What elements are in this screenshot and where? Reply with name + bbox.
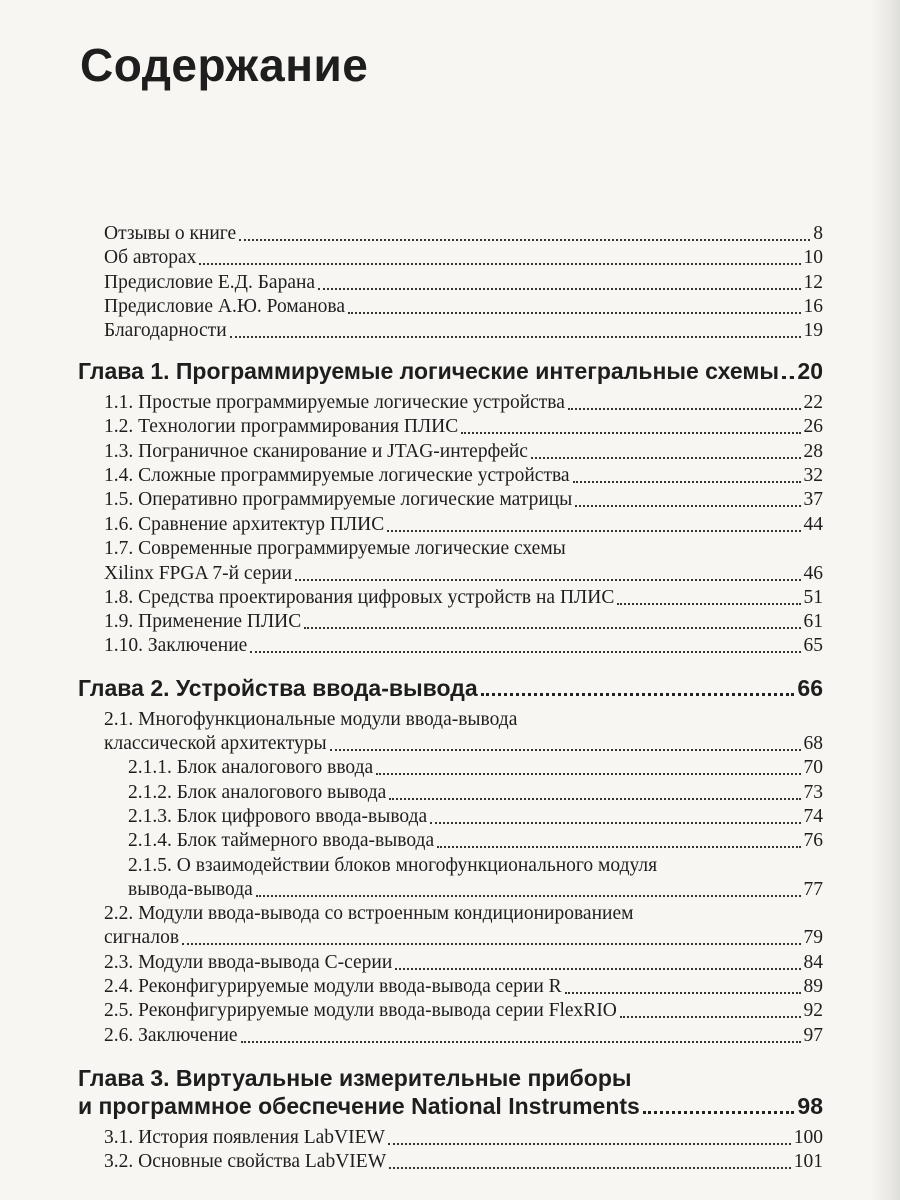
entry-page: 76 bbox=[803, 830, 823, 851]
entry-label: 1.2. Технологии программирования ПЛИС bbox=[104, 416, 459, 437]
toc-entry-2-1-2[interactable] bbox=[128, 781, 823, 805]
entry-page: 28 bbox=[803, 441, 823, 462]
toc-entry-2-2[interactable] bbox=[104, 926, 823, 950]
entry-page: 12 bbox=[803, 272, 823, 293]
toc-entry-2-6[interactable] bbox=[104, 1024, 823, 1048]
entry-page: 73 bbox=[803, 782, 823, 803]
entry-page: 44 bbox=[803, 514, 823, 535]
entry-label: 3.1. История появления LabVIEW bbox=[104, 1127, 385, 1148]
leader-dots bbox=[388, 1142, 791, 1145]
entry-page: 84 bbox=[803, 952, 823, 973]
chapter-label: Глава 1. Программируемые логические интегральные схемы bbox=[78, 358, 780, 384]
entry-label: 1.9. Применение ПЛИС bbox=[104, 611, 302, 632]
leader-dots bbox=[387, 529, 800, 532]
toc-entry-1-7-first-line[interactable]: 1.7. Современные программируемые логические схемы bbox=[104, 538, 566, 559]
entry-page: 65 bbox=[803, 635, 823, 656]
toc-entry-1-1[interactable] bbox=[104, 391, 823, 415]
entry-page: 101 bbox=[793, 1151, 823, 1172]
entry-label: 2.1.4. Блок таймерного ввода-вывода bbox=[128, 830, 435, 851]
entry-page: 97 bbox=[803, 1025, 823, 1046]
toc-entry-2-1-1[interactable] bbox=[128, 756, 823, 780]
entry-label: 1.6. Сравнение архитектур ПЛИС bbox=[104, 514, 385, 535]
entry-label: Отзывы о книге bbox=[104, 223, 237, 244]
chapter-page: 66 bbox=[797, 675, 823, 701]
toc-entry-1-10[interactable] bbox=[104, 634, 823, 658]
toc-chapter-2[interactable] bbox=[78, 674, 823, 702]
entry-label: 1.10. Заключение bbox=[104, 635, 248, 656]
toc-entry-preface-baran[interactable] bbox=[104, 271, 823, 295]
leader-dots bbox=[295, 578, 800, 581]
leader-dots bbox=[568, 407, 801, 410]
page-title: Содержание bbox=[80, 39, 369, 91]
leader-dots bbox=[643, 1110, 795, 1114]
entry-label: Об авторах bbox=[104, 247, 197, 268]
entry-page: 79 bbox=[803, 927, 823, 948]
entry-page: 68 bbox=[803, 733, 823, 754]
chapter-label: и программное обеспечение National Instruments bbox=[78, 1093, 640, 1119]
leader-dots bbox=[318, 287, 800, 290]
toc-entry-2-4[interactable] bbox=[104, 975, 823, 999]
toc-entry-2-2-first-line[interactable]: 2.2. Модули ввода-вывода со встроенным кондиционированием bbox=[104, 903, 634, 924]
toc-chapter-1[interactable] bbox=[78, 357, 823, 385]
toc-entry-acknowledgements[interactable] bbox=[104, 319, 823, 343]
entry-page: 77 bbox=[803, 879, 823, 900]
toc-chapter-3-first-line[interactable]: Глава 3. Виртуальные измерительные приборы bbox=[78, 1065, 632, 1091]
entry-page: 37 bbox=[803, 489, 823, 510]
leader-dots bbox=[481, 692, 795, 696]
toc-entry-1-2[interactable] bbox=[104, 415, 823, 439]
toc-chapter-3[interactable] bbox=[78, 1092, 823, 1120]
entry-label: вывода-вывода bbox=[128, 879, 253, 900]
entry-label: 2.1.1. Блок аналогового ввода bbox=[128, 757, 374, 778]
entry-page: 74 bbox=[803, 806, 823, 827]
entry-label: 1.4. Сложные программируемые логические устройства bbox=[104, 465, 570, 486]
toc-entry-1-8[interactable] bbox=[104, 586, 823, 610]
entry-page: 26 bbox=[803, 416, 823, 437]
toc-entry-2-1-3[interactable] bbox=[128, 805, 823, 829]
entry-label: классической архитектуры bbox=[104, 733, 327, 754]
entry-page: 89 bbox=[803, 976, 823, 997]
entry-label: 1.3. Пограничное сканирование и JTAG-интерфейс bbox=[104, 441, 528, 462]
toc-entry-1-5[interactable] bbox=[104, 488, 823, 512]
entry-label: 1.1. Простые программируемые логические устройства bbox=[104, 392, 565, 413]
entry-label: 3.2. Основные свойства LabVIEW bbox=[104, 1151, 387, 1172]
leader-dots bbox=[395, 967, 800, 970]
toc-entry-2-5[interactable] bbox=[104, 999, 823, 1023]
entry-page: 46 bbox=[803, 563, 823, 584]
chapter-page: 20 bbox=[797, 358, 823, 384]
entry-label: 2.1.3. Блок цифрового ввода-вывода bbox=[128, 806, 428, 827]
toc-entry-1-3[interactable] bbox=[104, 440, 823, 464]
leader-dots bbox=[461, 431, 800, 434]
entry-label: 2.5. Реконфигурируемые модули ввода-вывода серии FlexRIO bbox=[104, 1000, 617, 1021]
entry-label: 1.5. Оперативно программируемые логические матрицы bbox=[104, 489, 573, 510]
leader-dots bbox=[241, 1040, 801, 1043]
leader-dots bbox=[617, 602, 800, 605]
entry-label: Xilinx FPGA 7-й серии bbox=[104, 563, 293, 584]
leader-dots bbox=[437, 845, 800, 848]
leader-dots bbox=[531, 456, 801, 459]
leader-dots bbox=[348, 311, 800, 314]
entry-label: 1.8. Средства проектирования цифровых устройств на ПЛИС bbox=[104, 587, 615, 608]
chapter-page: 98 bbox=[797, 1093, 823, 1119]
leader-dots bbox=[389, 1166, 791, 1169]
entry-page: 19 bbox=[803, 320, 823, 341]
toc-entry-2-1-first-line[interactable]: 2.1. Многофункциональные модули ввода-вывода bbox=[104, 709, 518, 730]
toc-entry-2-1-4[interactable] bbox=[128, 829, 823, 853]
entry-page: 70 bbox=[803, 757, 823, 778]
leader-dots bbox=[376, 772, 800, 775]
toc-entry-2-3[interactable] bbox=[104, 951, 823, 975]
leader-dots bbox=[782, 375, 794, 379]
toc-entry-3-2[interactable] bbox=[104, 1150, 823, 1174]
entry-page: 32 bbox=[803, 465, 823, 486]
entry-page: 22 bbox=[803, 392, 823, 413]
leader-dots bbox=[573, 480, 801, 483]
leader-dots bbox=[565, 991, 801, 994]
leader-dots bbox=[182, 942, 800, 945]
entry-page: 61 bbox=[803, 611, 823, 632]
toc-entry-1-6[interactable] bbox=[104, 513, 823, 537]
leader-dots bbox=[304, 626, 800, 629]
toc-entry-3-1[interactable] bbox=[104, 1126, 823, 1150]
entry-page: 51 bbox=[803, 587, 823, 608]
toc-entry-1-4[interactable] bbox=[104, 464, 823, 488]
leader-dots bbox=[620, 1015, 801, 1018]
entry-label: 2.3. Модули ввода-вывода С-серии bbox=[104, 952, 393, 973]
entry-page: 92 bbox=[803, 1000, 823, 1021]
leader-dots bbox=[230, 335, 801, 338]
entry-page: 8 bbox=[813, 223, 823, 244]
leader-dots bbox=[330, 748, 801, 751]
toc-entry-authors[interactable] bbox=[104, 246, 823, 270]
leader-dots bbox=[430, 821, 800, 824]
entry-label: Предисловие Е.Д. Барана bbox=[104, 272, 316, 293]
entry-label: Благодарности bbox=[104, 320, 227, 341]
leader-dots bbox=[239, 238, 810, 241]
entry-label: 2.1.2. Блок аналогового вывода bbox=[128, 782, 387, 803]
entry-label: 2.4. Реконфигурируемые модули ввода-вывода серии R bbox=[104, 976, 562, 997]
entry-label: Предисловие А.Ю. Романова bbox=[104, 296, 346, 317]
chapter-label: Глава 2. Устройства ввода-вывода bbox=[78, 675, 478, 701]
entry-label: сигналов bbox=[104, 927, 180, 948]
leader-dots bbox=[389, 797, 800, 800]
entry-page: 16 bbox=[803, 296, 823, 317]
entry-page: 10 bbox=[803, 247, 823, 268]
entry-label: 2.6. Заключение bbox=[104, 1025, 238, 1046]
toc-entry-2-1-5[interactable] bbox=[128, 878, 823, 902]
leader-dots bbox=[199, 262, 800, 265]
toc-entry-2-1-5-first-line[interactable]: 2.1.5. О взаимодействии блоков многофункционального модуля bbox=[128, 855, 658, 876]
toc-entry-preface-romanov[interactable] bbox=[104, 295, 823, 319]
leader-dots bbox=[256, 894, 801, 897]
toc-entry-1-9[interactable] bbox=[104, 610, 823, 634]
leader-dots bbox=[250, 650, 800, 653]
toc-entry-reviews[interactable] bbox=[104, 222, 823, 246]
leader-dots bbox=[575, 504, 800, 507]
entry-page: 100 bbox=[793, 1127, 823, 1148]
toc-entry-1-7[interactable] bbox=[104, 562, 823, 586]
toc-entry-2-1[interactable] bbox=[104, 732, 823, 756]
